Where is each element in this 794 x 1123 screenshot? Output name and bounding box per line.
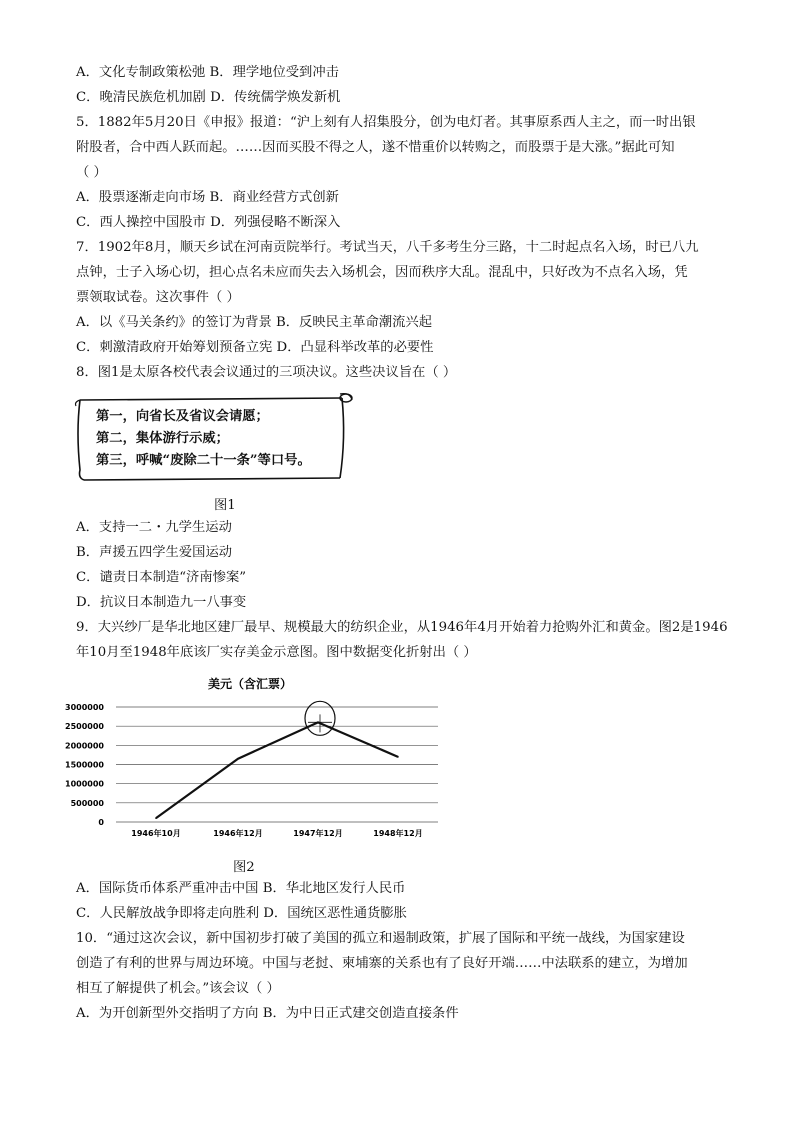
option-line: A．文化专制政策松弛 B．理学地位受到冲击 (76, 65, 339, 80)
x-tick-label: 1946年10月 (131, 829, 181, 838)
option-line: C．刺激清政府开始筹划预备立宪 D．凸显科举改革的必要性 (76, 340, 434, 355)
y-tick-label: 500000 (70, 798, 104, 808)
question-7-text: 7．1902年8月，顺天乡试在河南贡院举行。考试当天，八千多考生分三路，十二时起点名入场，时已八九 (76, 240, 699, 255)
resolution-item: 第一，向省长及省议会请愿； (96, 409, 269, 424)
y-tick-label: 0 (98, 818, 104, 827)
option-line: A．为开创新型外交指明了方向 B．为中日正式建交创造直接条件 (76, 1006, 459, 1021)
question-8-text: 8．图1是太原各校代表会议通过的三项决议。这些决议旨在（ ） (76, 365, 457, 380)
question-5-text: 5．1882年5月20日《申报》报道：“沪上刻有人招集股分，创为电灯者。其事原系西人主之，而一时出银 (76, 115, 696, 130)
figure2-chart (60, 670, 450, 840)
question-7-text: 点钟，士子入场心切，担心点名未应而失去入场机会，因而秩序大乱。混乱中，只好改为不点名入场，凭 (76, 265, 688, 280)
option-line: C．人民解放战争即将走向胜利 D．国统区恶性通货膨胀 (76, 906, 407, 921)
answer-blank: （ ） (76, 165, 107, 180)
x-tick-label: 1946年12月 (213, 829, 263, 838)
question-7-text: 票领取试卷。这次事件（ ） (76, 290, 240, 305)
question-5-text: 附股者，合中西人跃而起。……因而买股不得之人，遂不惜重价以转购之，而股票于是大涨。”据此可知 (76, 140, 675, 155)
data-point (237, 758, 239, 760)
y-tick-label: 1000000 (65, 779, 104, 789)
data-point (397, 756, 399, 758)
figure1-caption: 图1 (214, 498, 236, 513)
y-tick-label: 2500000 (65, 722, 104, 732)
resolution-item: 第二，集体游行示威； (96, 431, 229, 446)
chart-title: 美元（含汇票） (207, 677, 293, 691)
option-line: A．以《马关条约》的签订为背景 B．反映民主革命潮流兴起 (76, 315, 433, 330)
option-line: A．国际货币体系严重冲击中国 B．华北地区发行人民币 (76, 881, 406, 896)
option-line: D．抗议日本制造九一八事变 (76, 595, 247, 610)
series-line (156, 722, 398, 818)
option-line: C．谴责日本制造“济南惨案” (76, 570, 247, 585)
question-10-text: 相互了解提供了机会。”该会议（ ） (76, 981, 280, 996)
y-tick-label: 3000000 (65, 703, 104, 712)
resolution-item: 第三，呼喊“废除二十一条”等口号。 (96, 453, 311, 468)
data-point (155, 817, 157, 819)
option-line: A．支持一二・九学生运动 (76, 520, 232, 535)
x-tick-label: 1948年12月 (373, 829, 423, 838)
x-tick-label: 1947年12月 (293, 829, 343, 838)
question-9-text: 9．大兴纱厂是华北地区建厂最早、规模最大的纺织企业，从1946年4月开始着力抢购外汇和黄金。图2是1946 (76, 620, 728, 635)
option-line: B．声援五四学生爱国运动 (76, 545, 233, 560)
question-9-text: 年10月至1948年底该厂实存美金示意图。图中数据变化折射出（ ） (76, 645, 477, 660)
option-line: C．西人操控中国股市 D．列强侵略不断深入 (76, 215, 341, 230)
option-line: C．晚清民族危机加剧 D．传统儒学焕发新机 (76, 90, 341, 105)
question-10-text: 创造了有利的世界与周边环境。中国与老挝、柬埔寨的关系也有了良好开端……中法联系的建立，为增加 (76, 956, 688, 971)
y-tick-label: 1500000 (65, 760, 104, 770)
option-line: A．股票逐渐走向市场 B．商业经营方式创新 (76, 190, 339, 205)
y-tick-label: 2000000 (65, 741, 104, 751)
question-10-text: 10．“通过这次会议，新中国初步打破了美国的孤立和遏制政策，扩展了国际和平统一战线，为国家建设 (76, 931, 685, 946)
figure2-caption: 图2 (233, 860, 255, 875)
